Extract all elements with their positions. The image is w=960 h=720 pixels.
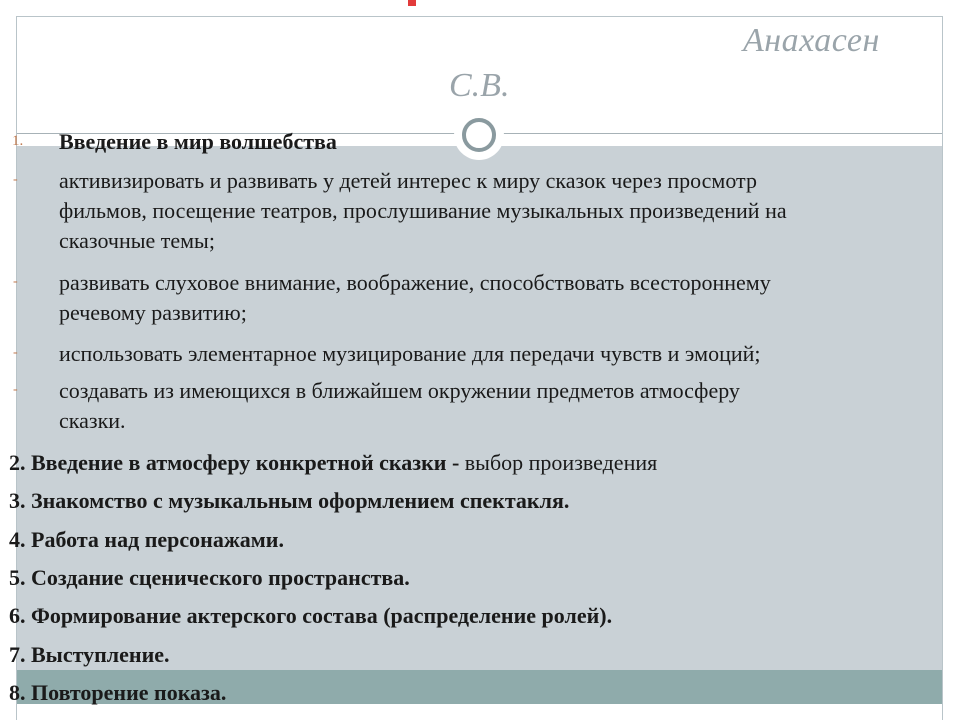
list-item [9,486,569,516]
title-fragment [408,0,416,6]
bullet-line: использовать элементарное музицирование для передачи чувств и эмоций; [59,341,761,366]
author-initials: С.В. [449,67,510,104]
bullet-line: сказки. [59,408,126,433]
list-item-title: 4. Работа над персонажами. [9,527,284,552]
list-item [9,525,284,555]
list-marker: 1. [12,133,24,149]
bullet-marker: - [13,345,18,360]
list-item-detail: выбор произведения [459,450,658,475]
list-item-title: 2. Введение в атмосферу конкретной сказки - [9,450,460,475]
list-item [9,678,226,708]
list-item [9,448,657,478]
section-heading: Введение в мир волшебства [59,129,337,154]
bullet-line: фильмов, посещение театров, прослушивание музыкальных произведений на [59,198,787,223]
bullet-line: активизировать и развивать у детей интерес к миру сказок через просмотр [59,168,757,193]
list-item-title: 6. Формирование актерского состава (распределение ролей). [9,603,613,628]
list-item-title: 8. Повторение показа. [9,680,227,705]
circle-icon-ring [462,118,496,152]
list-item-title: 3. Знакомство с музыкальным оформлением спектакля. [9,488,570,513]
bullet-line: создавать из имеющихся в ближайшем окружении предметов атмосферу [59,378,740,403]
circle-icon [454,110,504,160]
bullet-marker: - [13,172,18,187]
bullet-marker: - [13,382,18,397]
list-item [9,563,410,593]
bullet-marker: - [13,274,18,289]
list-item-title: 7. Выступление. [9,642,170,667]
list-item-title: 5. Создание сценического пространства. [9,565,410,590]
list-item [9,640,170,670]
bullet-line: сказочные темы; [59,228,215,253]
bullet-line: речевому развитию; [59,300,247,325]
author-name: Анахасен [743,22,880,59]
bullet-line: развивать слуховое внимание, воображение, способствовать всестороннему [59,270,771,295]
list-item [9,601,612,631]
